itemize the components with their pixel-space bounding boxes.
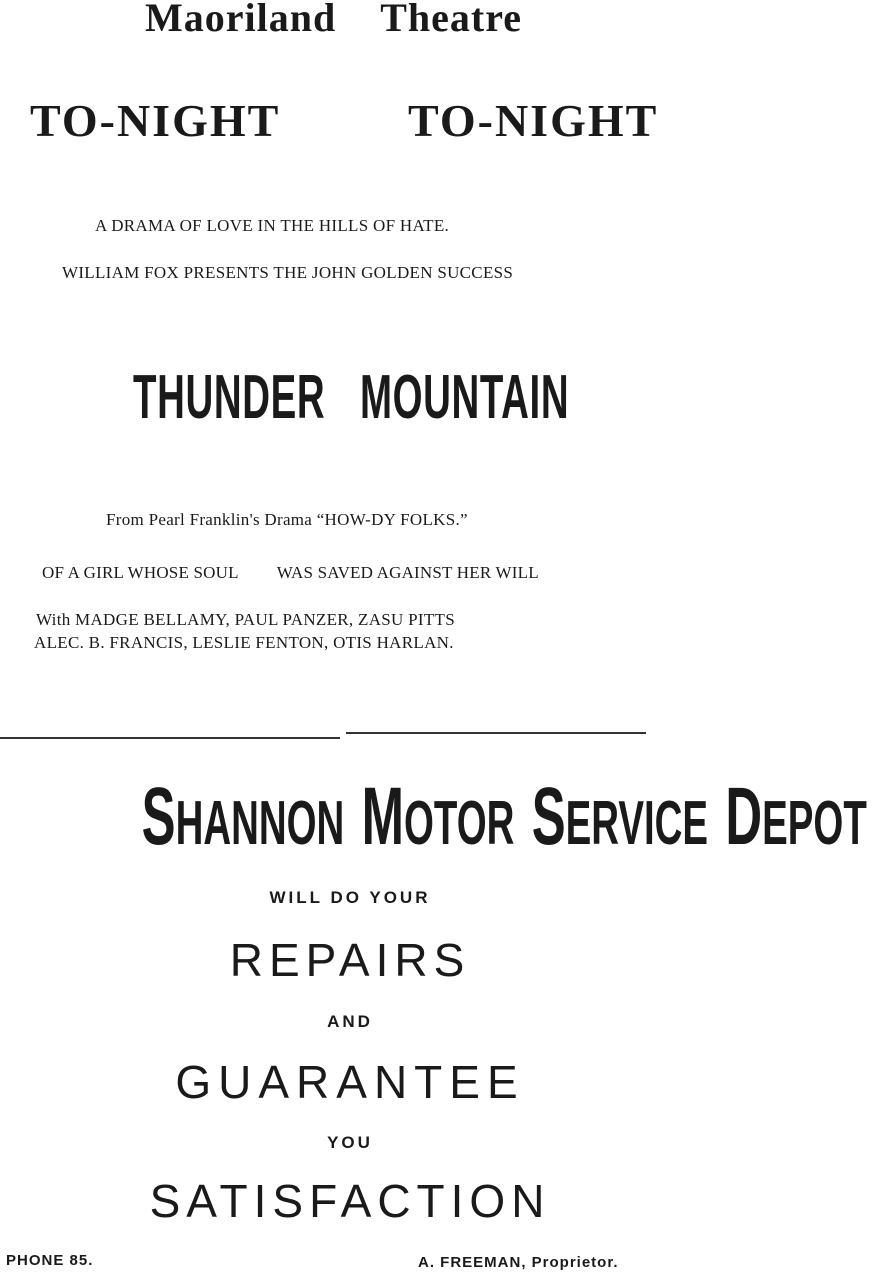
tagline: A DRAMA OF LOVE IN THE HILLS OF HATE. — [95, 216, 450, 235]
depot-title-rest-2: OTOR — [404, 789, 515, 858]
depot-title-rest-1: HANNON — [175, 789, 345, 858]
depot-title-initial-1: S — [141, 771, 176, 862]
you-word: YOU — [327, 1133, 373, 1152]
phone-number: PHONE 85. — [6, 1252, 94, 1269]
girl-line — [42, 563, 539, 583]
depot-title-word-4 — [725, 770, 866, 864]
divider-left — [0, 737, 340, 739]
will-do-line: WILL DO YOUR — [269, 888, 431, 907]
depot-title-word-2 — [362, 770, 515, 864]
guarantee-word: GUARANTEE — [175, 1056, 525, 1108]
depot-title-rest-3: ERVICE — [565, 789, 709, 858]
divider-right — [346, 732, 646, 734]
film-title-word-1: THUNDER — [133, 363, 326, 432]
film-title-word-2: MOUNTAIN — [359, 363, 570, 432]
theatre-title-name: Maoriland — [145, 0, 337, 40]
presents-line: WILLIAM FOX PRESENTS THE JOHN GOLDEN SUCCESS — [62, 263, 514, 282]
depot-title-word-1 — [142, 770, 345, 864]
source-line: From Pearl Franklin's Drama “HOW-DY FOLKS.” — [106, 510, 468, 529]
repairs-word: REPAIRS — [229, 934, 471, 986]
satisfaction-word: SATISFACTION — [149, 1175, 551, 1227]
depot-title — [133, 770, 867, 864]
depot-title-initial-3: S — [531, 771, 566, 862]
tonight-heading-left: TO-NIGHT — [30, 95, 281, 146]
tonight-heading-right: TO-NIGHT — [408, 95, 659, 146]
depot-title-word-3 — [532, 770, 708, 864]
theatre-title-word: Theatre — [380, 0, 523, 40]
cast-line-2: ALEC. B. FRANCIS, LESLIE FENTON, OTIS HARLAN. — [34, 633, 454, 652]
proprietor-name: A. FREEMAN, Proprietor. — [418, 1254, 619, 1271]
girl-line-part-1: OF A GIRL WHOSE SOUL — [42, 563, 239, 582]
and-word: AND — [327, 1012, 373, 1031]
depot-title-initial-2: M — [361, 771, 405, 862]
girl-line-part-2: WAS SAVED AGAINST HER WILL — [276, 563, 539, 582]
cast-line-1: With MADGE BELLAMY, PAUL PANZER, ZASU PITTS — [36, 610, 455, 629]
depot-title-rest-4: EPOT — [762, 789, 867, 858]
theatre-title — [145, 0, 522, 41]
depot-title-initial-4: D — [725, 771, 763, 862]
film-title — [133, 362, 570, 433]
